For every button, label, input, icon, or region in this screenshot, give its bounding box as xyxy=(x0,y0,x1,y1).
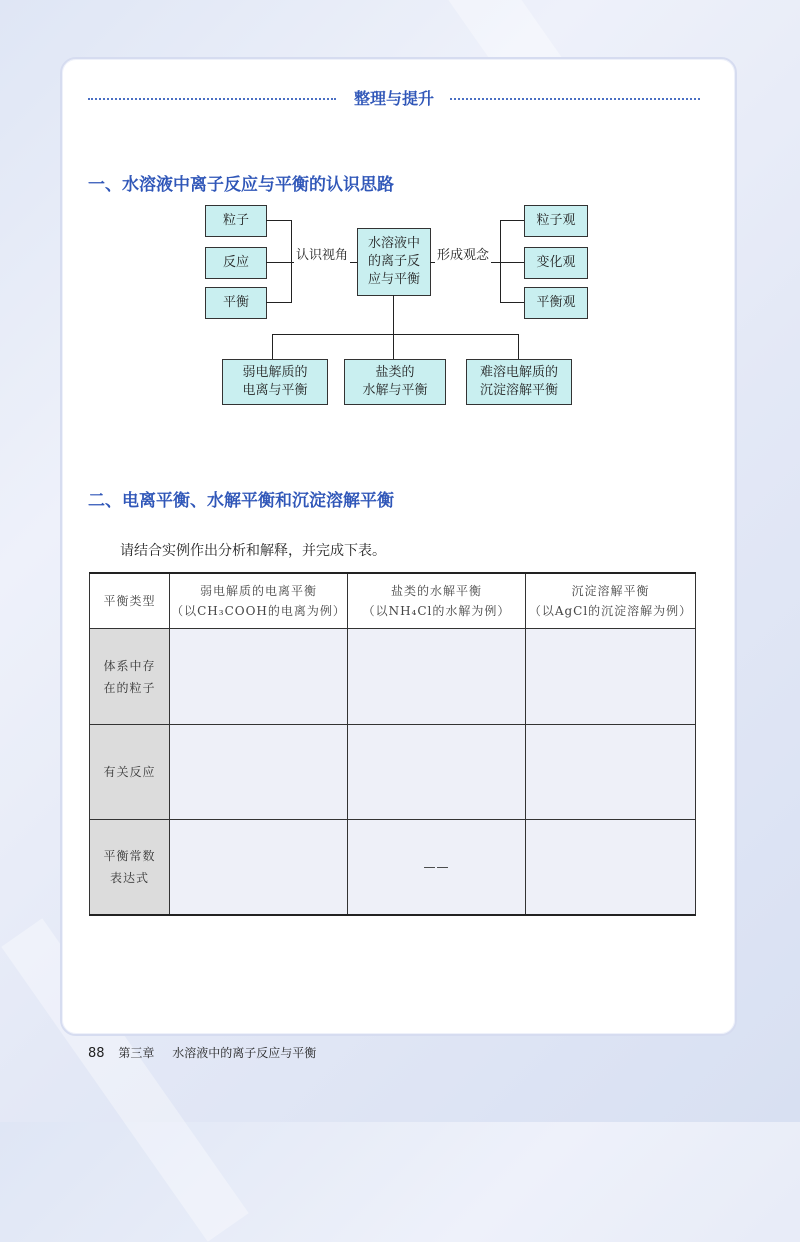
table-row xyxy=(90,629,696,725)
table-cell[interactable] xyxy=(170,725,348,820)
table-cell[interactable] xyxy=(348,725,526,820)
connector xyxy=(393,334,394,359)
table-cell[interactable] xyxy=(170,629,348,725)
connector xyxy=(266,262,291,263)
header-title: 整理与提升 xyxy=(353,89,434,108)
box-weak-electrolyte xyxy=(222,359,328,405)
table-row xyxy=(90,820,696,916)
connector xyxy=(500,302,524,303)
page-number: 88 xyxy=(88,1046,105,1061)
connector xyxy=(266,220,291,221)
box-equilibrium-view: 平衡观 xyxy=(524,287,588,319)
page-header xyxy=(88,86,700,112)
table-row-header xyxy=(90,629,170,725)
connector xyxy=(272,334,273,359)
label-concepts: 形成观念 xyxy=(435,244,491,263)
table-row xyxy=(90,725,696,820)
box-salt-hydrolysis xyxy=(344,359,446,405)
box-line: 弱电解质的 xyxy=(242,365,308,380)
column-line: 沉淀溶解平衡 xyxy=(571,584,650,598)
column-line: （以AgCl的沉淀溶解为例） xyxy=(528,604,693,618)
box-particle: 粒子 xyxy=(205,205,267,237)
chapter-title: 水溶液中的离子反应与平衡 xyxy=(172,1046,317,1060)
row-line: 体系中存 xyxy=(103,658,156,673)
box-line: 难溶电解质的 xyxy=(479,365,558,380)
table-cell[interactable] xyxy=(526,629,696,725)
table-cell[interactable] xyxy=(526,820,696,916)
table-cell-dash xyxy=(348,820,526,916)
row-line: 表达式 xyxy=(109,871,149,885)
dash-mark: —— xyxy=(423,860,450,874)
table-cell[interactable] xyxy=(348,629,526,725)
connector xyxy=(500,220,524,221)
table-row-header xyxy=(90,820,170,916)
row-line: 在的粒子 xyxy=(103,680,156,695)
column-line: （以NH₄Cl的水解为例） xyxy=(362,604,511,618)
box-center xyxy=(357,228,431,296)
table-cell[interactable] xyxy=(170,820,348,916)
table-corner: 平衡类型 xyxy=(90,573,170,629)
header-dots-left xyxy=(88,98,336,100)
box-line: 盐类的 xyxy=(375,365,415,380)
box-line: 沉淀溶解平衡 xyxy=(479,383,558,398)
center-box-text: 水溶液中的离子反应与平衡 xyxy=(367,236,420,287)
section2-intro: 请结合实例作出分析和解释，并完成下表。 xyxy=(120,543,386,559)
box-line: 水解与平衡 xyxy=(362,383,428,398)
connector xyxy=(272,334,518,335)
label-perspective: 认识视角 xyxy=(294,244,350,263)
box-equilibrium: 平衡 xyxy=(205,287,267,319)
table-row-header xyxy=(90,725,170,820)
box-particle-view: 粒子观 xyxy=(524,205,588,237)
connector xyxy=(393,295,394,335)
page-footer xyxy=(88,1044,316,1061)
header-dots-right xyxy=(450,98,700,100)
box-change-view: 变化观 xyxy=(524,247,588,279)
row-line: 有关反应 xyxy=(103,765,156,779)
connector xyxy=(266,302,291,303)
row-line: 平衡常数 xyxy=(103,849,156,863)
equilibrium-table xyxy=(89,572,696,916)
chapter-number: 第三章 xyxy=(118,1046,155,1060)
table-header-row xyxy=(90,573,696,629)
connector xyxy=(500,262,524,263)
box-reaction: 反应 xyxy=(205,247,267,279)
table-cell[interactable] xyxy=(526,725,696,820)
table-column-header xyxy=(526,573,696,629)
column-line: 弱电解质的电离平衡 xyxy=(199,584,317,598)
table-column-header xyxy=(170,573,348,629)
section1-title: 一、水溶液中离子反应与平衡的认识思路 xyxy=(88,175,394,195)
box-precipitation xyxy=(466,359,572,405)
column-line: （以CH₃COOH的电离为例） xyxy=(171,604,346,618)
section2-title: 二、电离平衡、水解平衡和沉淀溶解平衡 xyxy=(88,491,394,511)
table-column-header xyxy=(348,573,526,629)
column-line: 盐类的水解平衡 xyxy=(390,584,482,598)
box-line: 电离与平衡 xyxy=(242,383,308,398)
connector xyxy=(518,334,519,359)
